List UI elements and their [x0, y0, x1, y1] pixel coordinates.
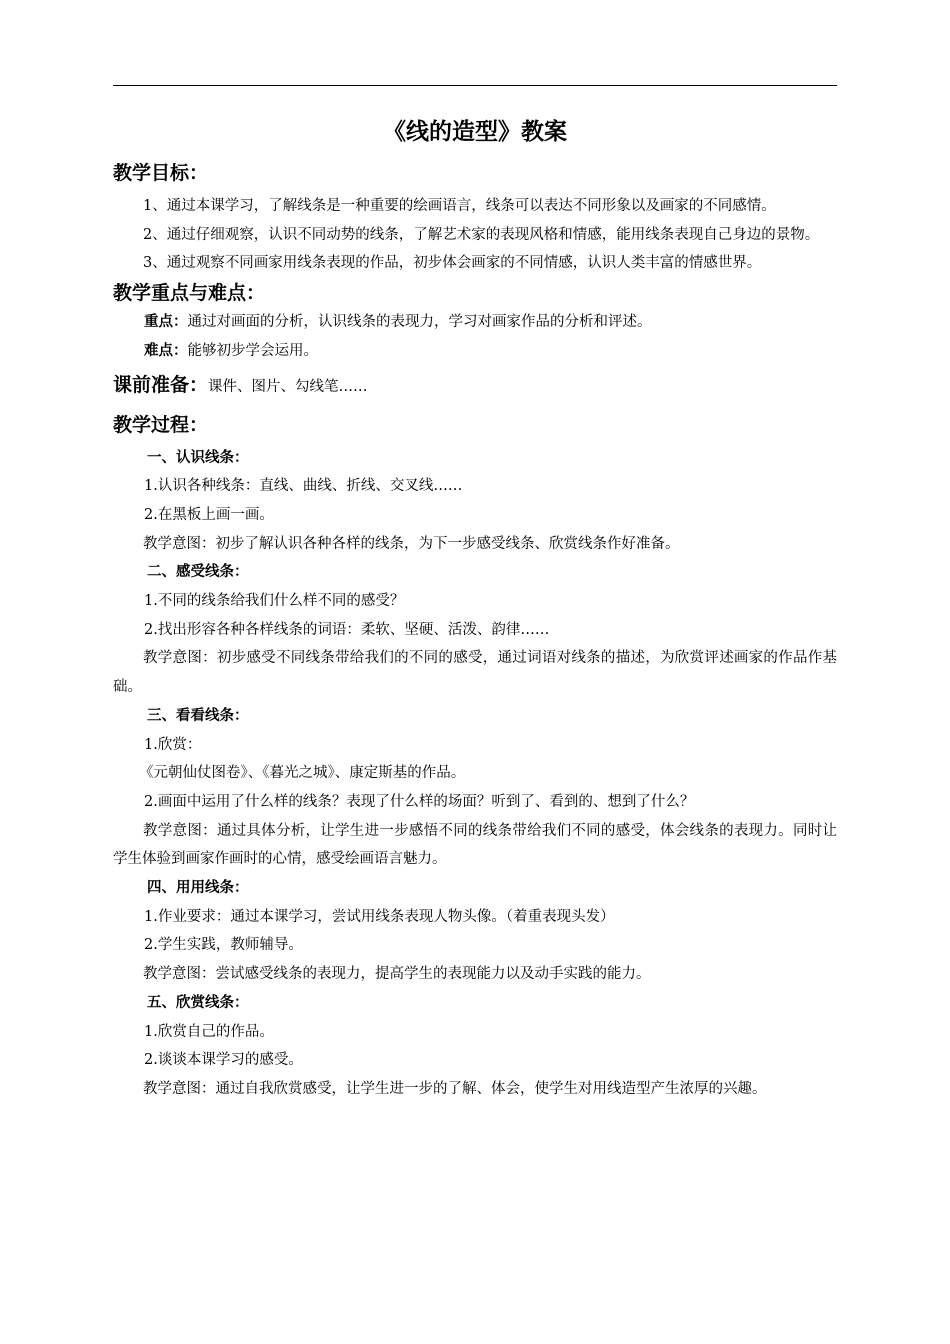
- difficult-point: [113, 337, 837, 366]
- step-line: 1.欣赏自己的作品。: [144, 1023, 274, 1040]
- step-title: 三、看看线条：: [147, 707, 249, 724]
- header-rule: [113, 85, 837, 86]
- difficult-point-label: 难点：: [144, 342, 188, 359]
- key-point: [113, 308, 837, 337]
- step-line: 《元朝仙仗图卷》、《暮光之城》、康定斯基的作品。: [139, 765, 466, 782]
- step-line: 2.学生实践，教师辅导。: [144, 937, 303, 954]
- step-line: 1.认识各种线条：直线、曲线、折线、交叉线……: [144, 478, 463, 495]
- objective-item: 2、通过仔细观察，认识不同动势的线条，了解艺术家的表现风格和情感，能用线条表现自己身边的景物。: [143, 226, 820, 243]
- step-line: 1.作业要求：通过本课学习，尝试用线条表现人物头像。（着重表现头发）: [144, 908, 615, 925]
- step-title: 二、感受线条：: [147, 564, 249, 581]
- step-title: 五、欣赏线条：: [147, 994, 249, 1011]
- objective-item: 3、通过观察不同画家用线条表现的作品，初步体会画家的不同情感，认识人类丰富的情感世界。: [143, 255, 762, 272]
- step-intent: 教学意图：初步感受不同线条带给我们的不同的感受，通过词语对线条的描述，为欣赏评述画家的作品作基础。: [113, 650, 837, 696]
- step-intent: 教学意图：通过具体分析，让学生进一步感悟不同的线条带给我们不同的感受，体会线条的表现力。同时让学生体验到画家作画时的心情，感受绘画语言魅力。: [113, 822, 837, 868]
- step-intent: 教学意图：尝试感受线条的表现力，提高学生的表现能力以及动手实践的能力。: [143, 966, 651, 983]
- objectives-heading: 教学目标：: [113, 162, 209, 184]
- key-point-label: 重点：: [144, 314, 188, 331]
- difficult-point-text: 能够初步学会运用。: [187, 342, 318, 359]
- keypoints-heading: 教学重点与难点：: [113, 282, 266, 305]
- document-title: 《线的造型》教案: [383, 119, 567, 145]
- process-heading: 教学过程：: [113, 413, 209, 436]
- step-line: 1.不同的线条给我们什么样不同的感受？: [144, 593, 405, 610]
- step-title: 四、用用线条：: [147, 880, 249, 897]
- prep-heading: [113, 370, 837, 402]
- step-intent: 教学意图：初步了解认识各种各样的线条，为下一步感受线条、欣赏线条作好准备。: [143, 535, 680, 552]
- document-body: [113, 114, 837, 1104]
- step-line: 2.找出形容各种各样线条的词语：柔软、坚硬、活泼、韵律……: [144, 621, 550, 638]
- step-intent: 教学意图：通过自我欣赏感受，让学生进一步的了解、体会，使学生对用线造型产生浓厚的兴趣。: [143, 1080, 767, 1097]
- step-line: 2.谈谈本课学习的感受。: [144, 1052, 303, 1069]
- step-line: 1.欣赏：: [144, 736, 202, 753]
- prep-text: 课件、图片、勾线笔……: [208, 378, 368, 395]
- step-line: 2.在黑板上画一画。: [144, 506, 274, 523]
- prep-heading-label: 课前准备：: [113, 373, 209, 396]
- step-line: 2.画面中运用了什么样的线条？表现了什么样的场面？听到了、看到的、想到了什么？: [144, 793, 695, 810]
- key-point-text: 通过对画面的分析，认识线条的表现力，学习对画家作品的分析和评述。: [187, 314, 652, 331]
- objective-item: 1、通过本课学习，了解线条是一种重要的绘画语言，线条可以表达不同形象以及画家的不同感情。: [143, 198, 776, 214]
- step-title: 一、认识线条：: [147, 449, 249, 466]
